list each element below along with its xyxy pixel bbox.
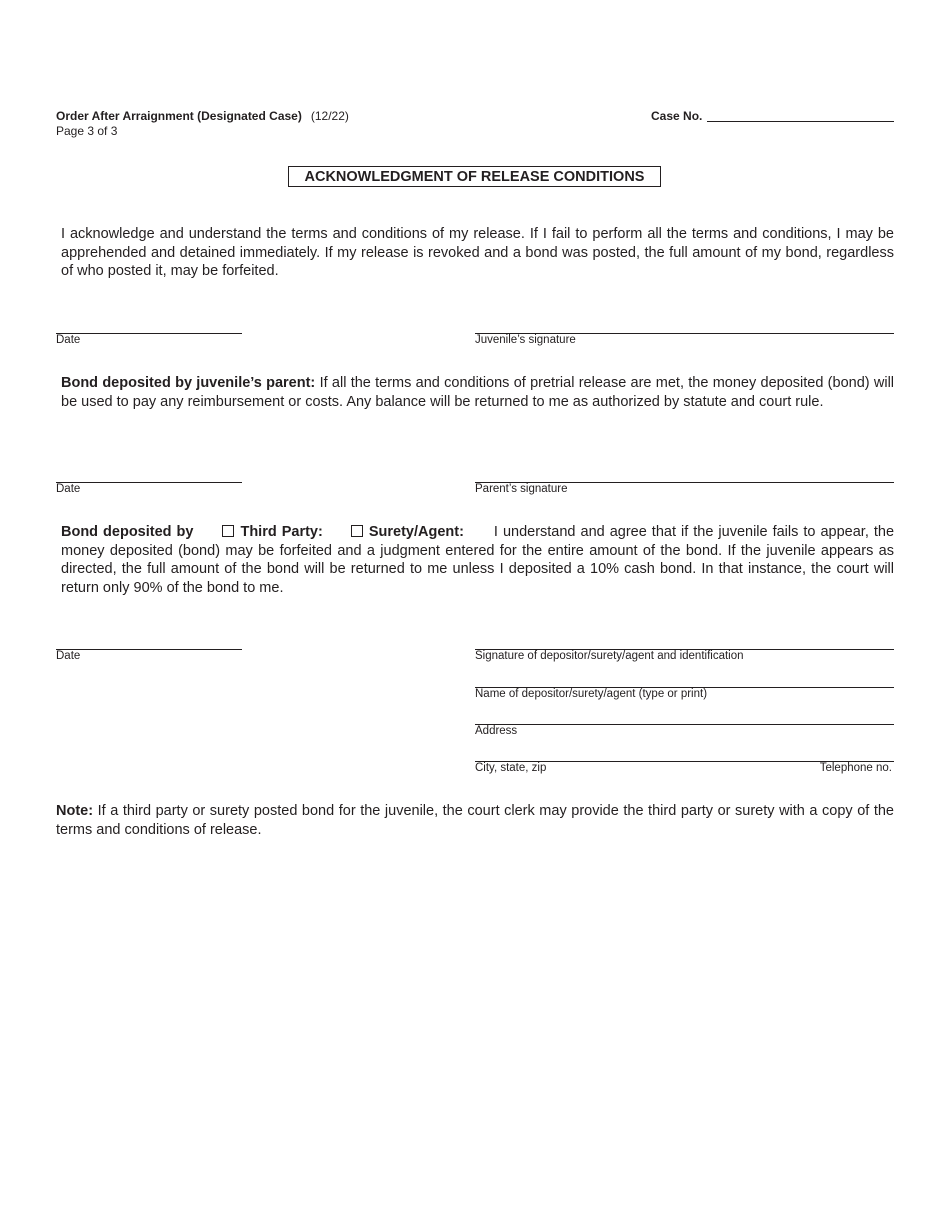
juvenile-signature-label: Juvenile’s signature: [475, 334, 576, 346]
third-party-checkbox[interactable]: [222, 525, 234, 537]
parent-date-field[interactable]: [56, 482, 242, 483]
form-title: Order After Arraignment (Designated Case) (12/22): [56, 109, 349, 123]
parent-date-label: Date: [56, 483, 81, 495]
third-party-bond-heading: Bond deposited by: [61, 524, 194, 540]
depositor-address-field[interactable]: [475, 724, 894, 725]
surety-agent-option-label: Surety/Agent:: [368, 524, 464, 540]
juvenile-date-label: Date: [56, 334, 81, 346]
note-text: If a third party or surety posted bond for the juvenile, the court clerk may provide the third party or surety with a copy of the terms and conditions of release.: [56, 803, 894, 838]
depositor-signature-label: Signature of depositor/surety/agent and identification: [475, 650, 744, 662]
case-no-label: Case No.: [651, 109, 703, 123]
surety-agent-checkbox[interactable]: [351, 525, 363, 537]
note-paragraph: [56, 802, 894, 839]
third-party-bond-paragraph: [61, 523, 894, 597]
section-title: ACKNOWLEDGMENT OF RELEASE CONDITIONS: [288, 166, 661, 187]
juvenile-date-field[interactable]: [56, 333, 242, 334]
parent-bond-paragraph: [61, 374, 894, 411]
acknowledgment-paragraph: I acknowledge and understand the terms and conditions of my release. If I fail to perform all the terms and conditions, I may be apprehended and detained immediately. If my release is revoked and a bond was posted, the full amount of my bond, regardless of who posted it, may be forfeited.: [61, 226, 894, 279]
depositor-city-label: City, state, zip: [475, 762, 547, 774]
depositor-date-label: Date: [56, 650, 81, 662]
parent-bond-heading: Bond deposited by juvenile’s parent:: [61, 375, 316, 391]
case-no-field[interactable]: [707, 121, 894, 122]
page-number: Page 3 of 3: [56, 124, 118, 138]
depositor-name-label: Name of depositor/surety/agent (type or print): [475, 688, 708, 700]
third-party-bond-text: I understand and agree that if the juvenile fails to appear, the money deposited (bond) may be forfeited and a judgment entered for the entire amount of the bond. If the juvenile appears as directed, the full amount of the bond will be returned to me unless I deposited a 10% cash bond. In that instance, the court will return only 90% of the bond to me.: [61, 524, 895, 596]
note-heading: Note:: [56, 803, 94, 819]
depositor-address-label: Address: [475, 725, 518, 737]
parent-bond-text: If all the terms and conditions of pretrial release are met, the money deposited (bond) will be used to pay any reimbursement or costs. Any balance will be returned to me as authorized by statute and court rule.: [61, 375, 895, 410]
third-party-option-label: Third Party:: [240, 524, 323, 540]
parent-signature-label: Parent’s signature: [475, 483, 568, 495]
depositor-date-field[interactable]: [56, 649, 242, 650]
form-revision: (12/22): [310, 109, 349, 123]
depositor-telephone-label: Telephone no.: [819, 762, 892, 774]
